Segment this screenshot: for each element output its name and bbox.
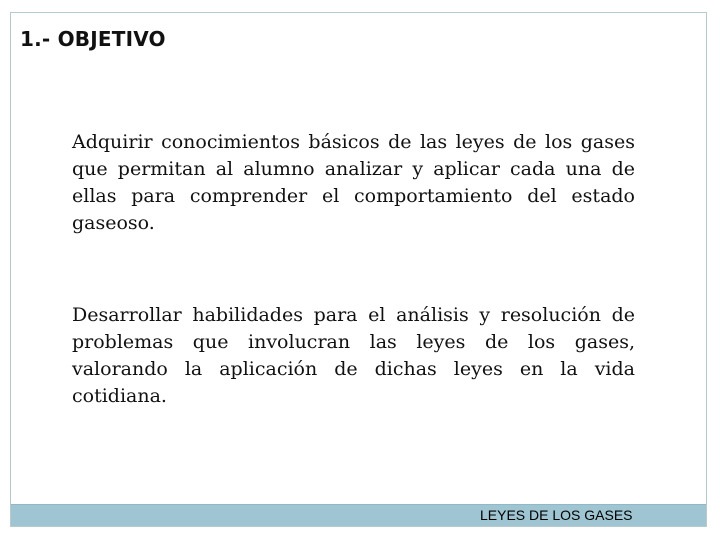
slide-frame [10,12,707,527]
objective-paragraph-1: Adquirir conocimientos básicos de las leyes de los gases que permitan al alumno analizar y aplicar cada una de ellas para comprender el comportamiento del estado gaseoso. [72,131,635,234]
objective-paragraph-2: Desarrollar habilidades para el análisis y resolución de problemas que involucran las leyes de los gases, valorando la aplicación de dichas leyes en la vida cotidiana. [72,304,635,407]
footer-label: LEYES DE LOS GASES [480,507,633,523]
slide-title: 1.- OBJETIVO [20,27,166,51]
